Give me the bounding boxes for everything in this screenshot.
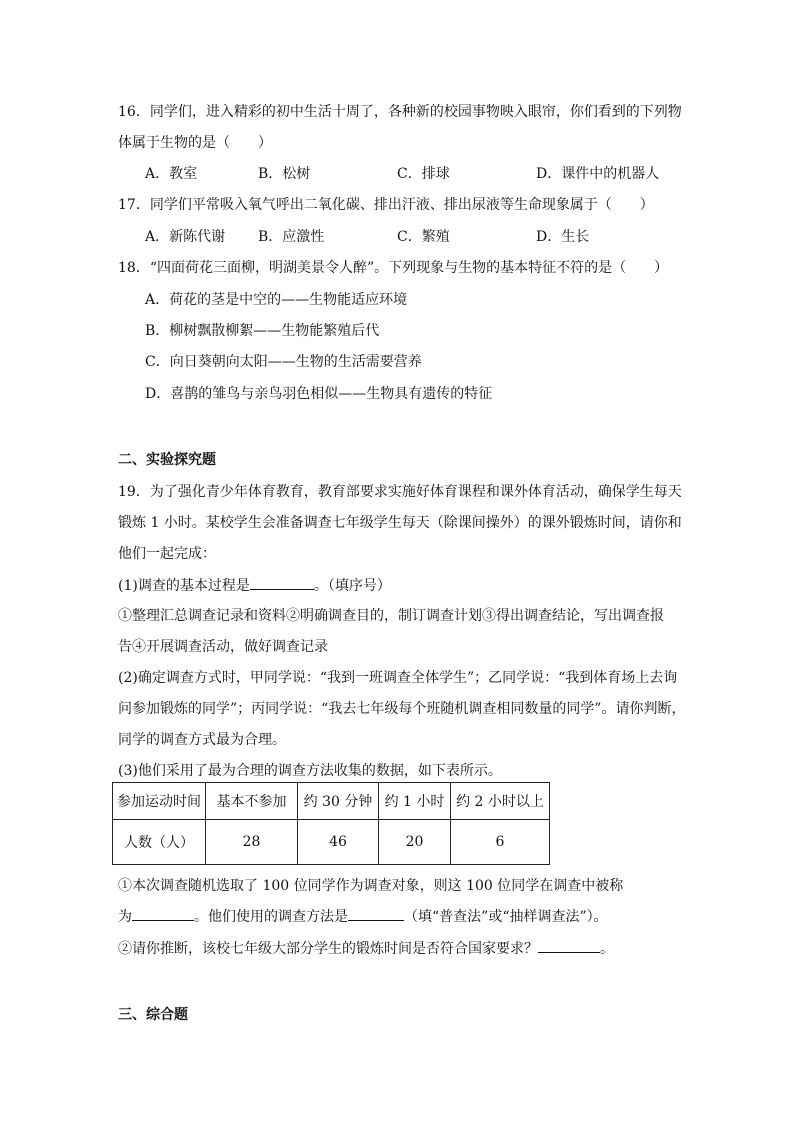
q16-option-c: C．排球 xyxy=(397,166,450,182)
table-cell: 46 xyxy=(298,820,379,865)
table-cell: 20 xyxy=(379,820,451,865)
q19-sub1-blank2[interactable] xyxy=(348,906,404,921)
q19-sub1-line1: ①本次调查随机选取了 100 位同学作为调查对象，则这 100 位同学在调查中被称 xyxy=(118,878,624,894)
table-row xyxy=(113,783,550,820)
table-cell: 28 xyxy=(206,820,298,865)
q19-intro-line2: 锻炼 1 小时。某校学生会准备调查七年级学生每天（除课间操外）的课外锻炼时间，请你和 xyxy=(118,515,682,531)
q19-sub2-prefix: ②请你推断，该校七年级大部分学生的锻炼时间是否符合国家要求？ xyxy=(118,941,538,957)
q16-stem-line2: 体属于生物的是（ ） xyxy=(118,135,272,151)
q19-sub1-suffix: （填“普查法”或“抽样调查法”）。 xyxy=(404,909,608,925)
q19-sub2-suffix: 。 xyxy=(600,941,614,957)
q16-options xyxy=(145,164,725,184)
table-header-cell: 参加运动时间 xyxy=(113,783,206,820)
q19-sub1-prefix: 为 xyxy=(118,909,132,925)
q17-option-c: C．繁殖 xyxy=(397,229,450,245)
q16-stem-line1: 16．同学们，进入精彩的初中生活十周了，各种新的校园事物映入眼帘，你们看到的下列物 xyxy=(118,104,682,120)
q19-part2-line2: 问参加锻炼的同学”；丙同学说：“我去七年级每个班随机调查相同数量的同学”。请你判断， xyxy=(118,701,686,717)
q19-part3: (3)他们采用了最为合理的调查方法收集的数据，如下表所示。 xyxy=(118,763,502,779)
q19-part1-suffix: 。（填序号） xyxy=(313,578,391,594)
q19-part2-line3: 同学的调查方式最为合理。 xyxy=(118,732,286,748)
q19-sub1-mid: 。他们使用的调查方法是 xyxy=(194,909,348,925)
q19-sub2 xyxy=(118,938,614,959)
table-header-cell: 约 30 分钟 xyxy=(298,783,379,820)
q19-sub1-blank1[interactable] xyxy=(132,906,194,921)
section-title-experiment: 二、实验探究题 xyxy=(118,452,216,468)
q18-option-b: B．柳树飘散柳絮——生物能繁殖后代 xyxy=(145,323,380,339)
q19-intro-line1: 19．为了强化青少年体育教育，教育部要求实施好体育课程和课外体育活动，确保学生每天 xyxy=(118,484,682,500)
q19-part1 xyxy=(118,575,391,596)
q19-steps-line1: ①整理汇总调查记录和资料②明确调查目的，制订调查计划③得出调查结论，写出调查报 xyxy=(118,608,664,624)
q18-option-a: A．荷花的茎是中空的——生物能适应环境 xyxy=(145,292,408,308)
table-header-cell: 基本不参加 xyxy=(206,783,298,820)
q17-option-b: B．应激性 xyxy=(258,229,325,245)
q16-option-b: B．松树 xyxy=(258,166,311,182)
q16-option-a: A．教室 xyxy=(145,166,198,182)
q18-stem: 18．“四面荷花三面柳，明湖美景令人醉”。下列现象与生物的基本特征不符的是（ ） xyxy=(118,260,669,276)
q17-option-a: A．新陈代谢 xyxy=(145,229,226,245)
q18-option-c: C．向日葵朝向太阳——生物的生活需要营养 xyxy=(145,354,422,370)
section-title-comprehensive: 三、综合题 xyxy=(118,1007,188,1023)
table-header-cell: 约 1 小时 xyxy=(379,783,451,820)
q19-steps-line2: 告④开展调查活动，做好调查记录 xyxy=(118,639,328,655)
q17-options xyxy=(145,227,725,247)
q19-intro-line3: 他们一起完成： xyxy=(118,546,216,562)
q19-part2-line1: (2)确定调查方式时，甲同学说：“我到一班调查全体学生”；乙同学说：“我到体育场上去询 xyxy=(118,670,678,686)
q19-sub1-line2 xyxy=(118,906,608,927)
survey-table xyxy=(112,782,550,865)
q19-sub2-blank[interactable] xyxy=(538,938,600,953)
q18-option-d: D．喜鹊的雏鸟与亲鸟羽色相似——生物具有遗传的特征 xyxy=(145,386,493,402)
q17-option-d: D．生长 xyxy=(536,229,590,245)
table-header-cell: 约 2 小时以上 xyxy=(451,783,550,820)
q19-part1-prefix: (1)调查的基本过程是 xyxy=(118,578,250,594)
table-cell: 6 xyxy=(451,820,550,865)
q17-stem: 17．同学们平常吸入氧气呼出二氧化碳、排出汗液、排出尿液等生命现象属于（ ） xyxy=(118,197,654,213)
q19-part1-blank[interactable] xyxy=(250,575,314,590)
q16-option-d: D．课件中的机器人 xyxy=(536,166,660,182)
table-row-label: 人数（人） xyxy=(113,820,206,865)
table-row xyxy=(113,820,550,865)
